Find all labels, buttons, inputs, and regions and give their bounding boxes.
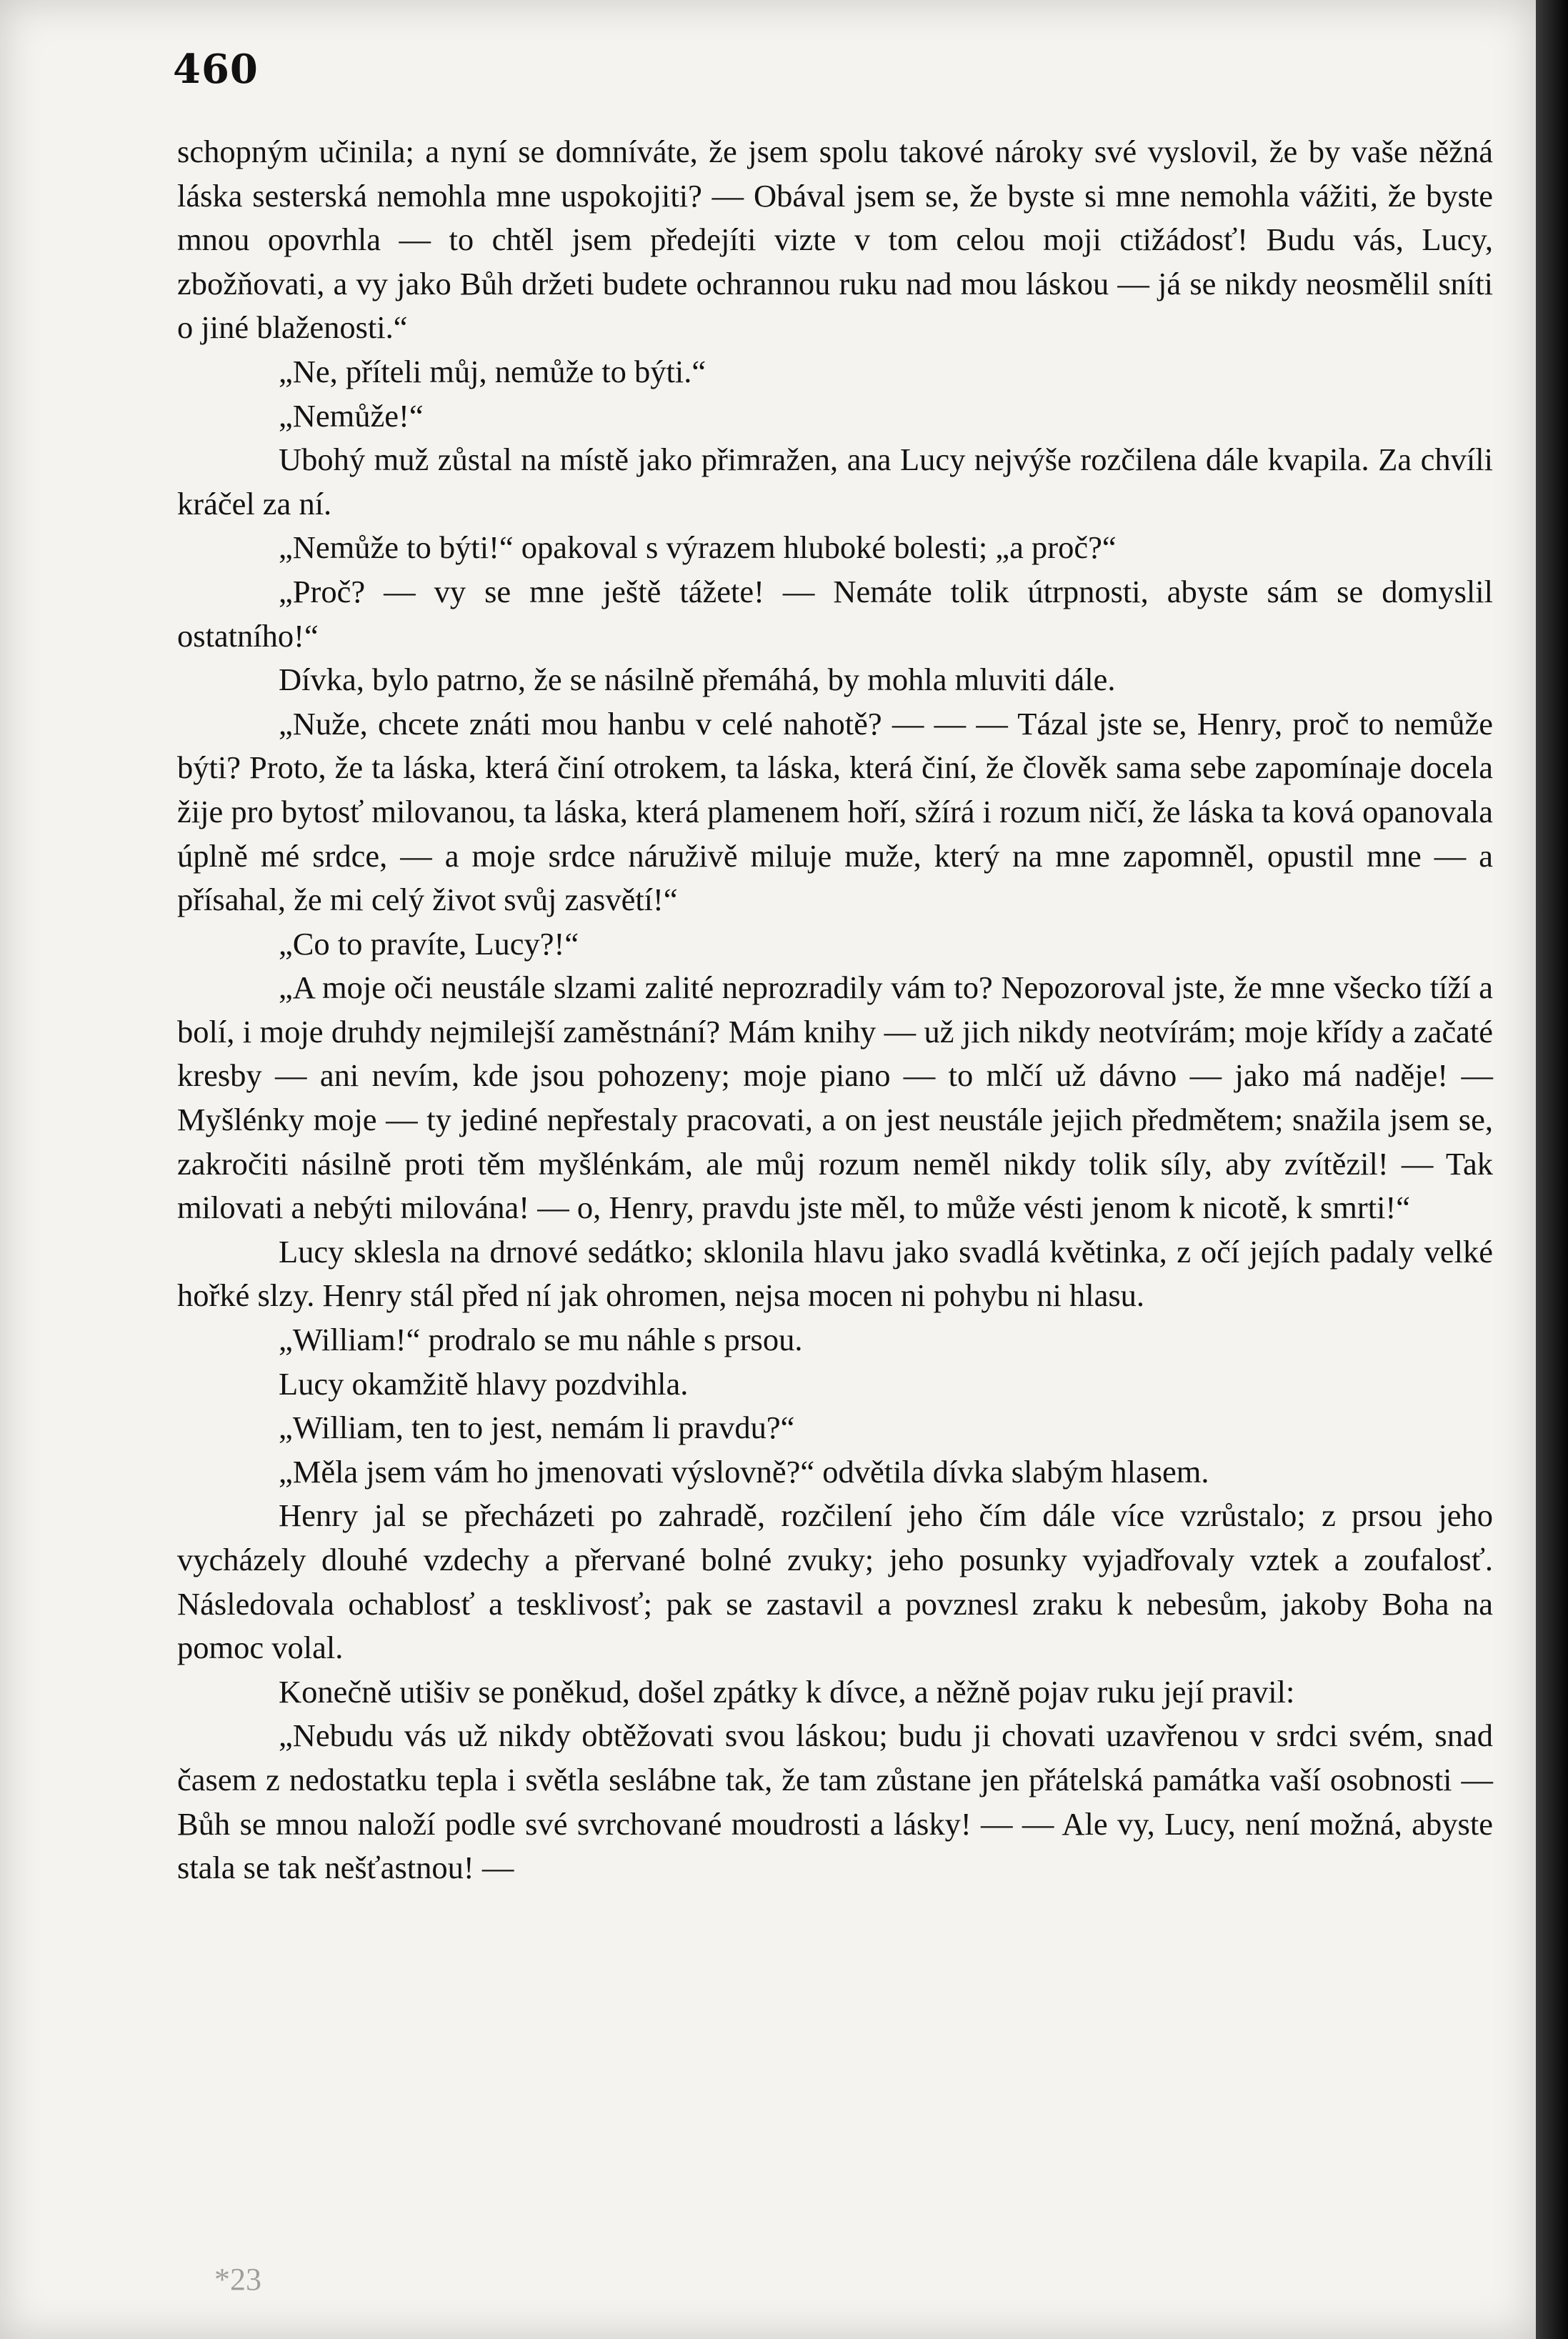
paragraph: „Proč? — vy se mne ještě tážete! — Nemáte tolik útrpnosti, abyste sám se domyslil ostatního!“: [177, 573, 1493, 654]
paragraph: „Co to pravíte, Lucy?!“: [279, 925, 579, 962]
paragraph: „A moje oči neustále slzami zalité neprozradily vám to? Nepozoroval jste, že mne všecko tíží a bolí, i moje druhdy nejmilejší zaměstnání? Mám knihy — už jich nikdy neotvírám; moje křídy a začaté kresby — ani nevím, kde jsou pohozeny; moje piano — to mlčí už dávno — jako má naděje! — Myšlénky moje — ty jediné nepřestaly pracovati, a on jest neustále jejich předmětem; snažila jsem se, zakročiti násilně proti těm myšlénkám, ale můj rozum neměl nikdy tolik síly, aby zvítězil! — Tak milovati a nebýti milována! — o, Henry, pravdu jste měl, to může vésti jenom k nicotě, k smrti!“: [177, 969, 1493, 1226]
paragraph: „William, ten to jest, nemám li pravdu?“: [279, 1410, 795, 1446]
paragraph: „Měla jsem vám ho jmenovati výslovně?“ odvětila dívka slabým hlasem.: [279, 1453, 1209, 1490]
page-number: 460: [173, 46, 259, 93]
paragraph: „Nemůže!“: [279, 397, 424, 434]
page-body-text: [177, 130, 1493, 1890]
paragraph: „Ne, příteli můj, nemůže to býti.“: [279, 353, 706, 389]
paragraph: „Nebudu vás už nikdy obtěžovati svou láskou; budu ji chovati uzavřenou v srdci svém, snad časem z nedostatku tepla i světla seslábne tak, že tam zůstane jen přátelská památka vaší osobnosti — Bůh se mnou naloží podle své svrchované moudrosti a lásky! — — Ale vy, Lucy, není možná, abyste stala se tak nešťastnou! —: [177, 1717, 1493, 1886]
paragraph: „Nuže, chcete znáti mou hanbu v celé nahotě? — — — Tázal jste se, Henry, proč to nemůže býti? Proto, že ta láska, která činí otrokem, ta láska, která činí, že člověk sama sebe zapomínaje docela žije pro bytosť milovanou, ta láska, která plamenem hoří, sžírá i rozum ničí, že láska ta ková opanovala úplně mé srdce, — a moje srdce náruživě miluje muže, který na mne zapomněl, opustil mne — a přísahal, že mi celý život svůj zasvětí!“: [177, 705, 1493, 918]
paragraph: Ubohý muž zůstal na místě jako přimražen, ana Lucy nejvýše rozčilena dále kvapila. Za chvíli kráčel za ní.: [177, 442, 1493, 522]
paragraph: Konečně utišiv se poněkud, došel zpátky k dívce, a něžně pojav ruku její pravil:: [279, 1673, 1295, 1710]
paragraph: „Nemůže to býti!“ opakoval s výrazem hluboké bolesti; „a proč?“: [279, 529, 1117, 566]
paragraph: schopným učinila; a nyní se domníváte, že jsem spolu takové nároky své vyslovil, že by vaše něžná láska sesterská nemohla mne uspokojiti? — Obával jsem se, že byste si mne nemohla vážiti, že byste mnou opovrhla — to chtěl jsem předejíti vizte v tom celou moji ctižádosť! Budu vás, Lucy, zbožňovati, a vy jako Bůh držeti budete ochrannou ruku nad mou láskou — já se nikdy neosmělil sníti o jiné blaženosti.“: [177, 134, 1493, 346]
paragraph: Lucy okamžitě hlavy pozdvihla.: [279, 1365, 689, 1402]
paragraph: Dívka, bylo patrno, že se násilně přemáhá, by mohla mluviti dále.: [279, 662, 1116, 698]
paragraph: Lucy sklesla na drnové sedátko; sklonila hlavu jako svadlá květinka, z očí jejích padaly velké hořké slzy. Henry stál před ní jak ohromen, nejsa mocen ni pohybu ni hlasu.: [177, 1233, 1493, 1314]
paragraph: Henry jal se přecházeti po zahradě, rozčilení jeho čím dále více vzrůstalo; z prsou jeho vycházely dlouhé vzdechy a přervané bolné zvuky; jeho posunky vyjadřovaly vztek a zoufalosť. Následovala ochablosť a tesklivosť; pak se zastavil a povznesl zraku k nebesům, jakoby Boha na pomoc volal.: [177, 1497, 1493, 1666]
folio-mark: *23: [214, 2262, 261, 2297]
paragraph: „William!“ prodralo se mu náhle s prsou.: [279, 1322, 803, 1358]
scan-edge-shadow: [1536, 0, 1568, 2339]
